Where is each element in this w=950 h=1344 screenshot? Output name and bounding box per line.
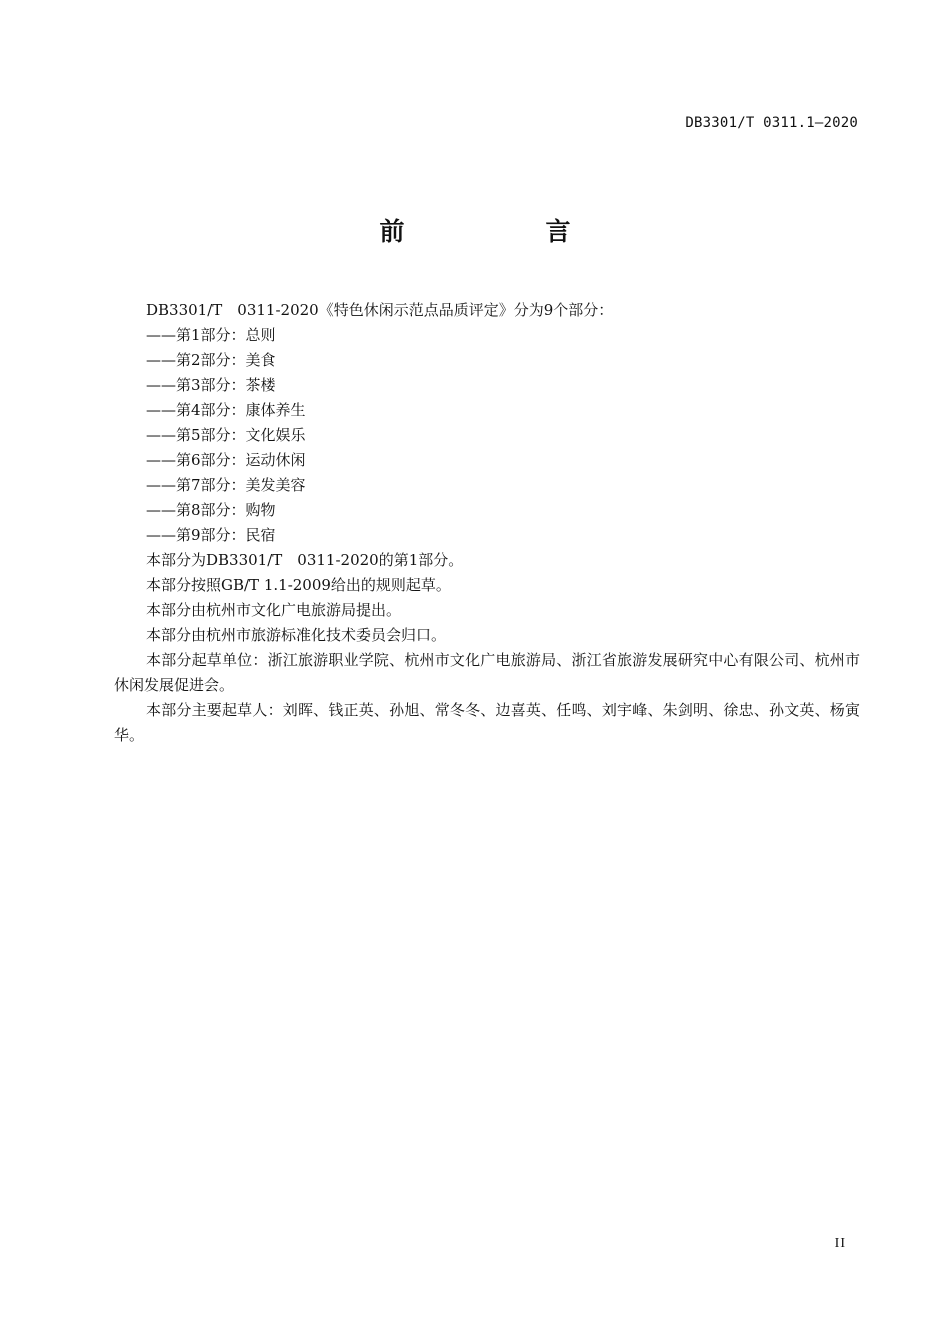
centralized-unit-statement: 本部分由杭州市旅游标准化技术委员会归口。 [146,626,447,644]
part-statement: 本部分为DB3301/T 0311-2020的第1部分。 [146,551,464,569]
part-list-item-6: ——第6部分：运动休闲 [146,451,306,469]
intro-paragraph: DB3301/T 0311-2020《特色休闲示范点品质评定》分为9个部分： [146,301,614,319]
main-drafters-paragraph: 本部分主要起草人：刘晖、钱正英、孙旭、常冬冬、边喜英、任鸣、刘宇峰、朱剑明、徐忠、孙文英、杨寅华。 [114,701,860,744]
part-list-item-8: ——第8部分：购物 [146,501,276,519]
part-list-item-3: ——第3部分：茶楼 [146,376,276,394]
drafting-units-paragraph: 本部分起草单位：浙江旅游职业学院、杭州市文化广电旅游局、浙江省旅游发展研究中心有限公司、杭州市休闲发展促进会。 [114,651,860,694]
part-list-item-5: ——第5部分：文化娱乐 [146,426,306,444]
page-title: 前 言 [379,217,629,246]
proposer-statement: 本部分由杭州市文化广电旅游局提出。 [146,601,402,619]
part-list-item-9: ——第9部分：民宿 [146,526,276,544]
part-list-item-2: ——第2部分：美食 [146,351,276,369]
part-list-item-7: ——第7部分：美发美容 [146,476,306,494]
part-list-item-4: ——第4部分：康体养生 [146,401,306,419]
part-list-item-1: ——第1部分：总则 [146,326,276,344]
document-code: DB3301/T 0311.1—2020 [685,115,858,131]
foreword-body [114,298,860,748]
page-number: II [834,1236,846,1251]
drafting-rules-statement: 本部分按照GB/T 1.1-2009给出的规则起草。 [146,576,451,594]
